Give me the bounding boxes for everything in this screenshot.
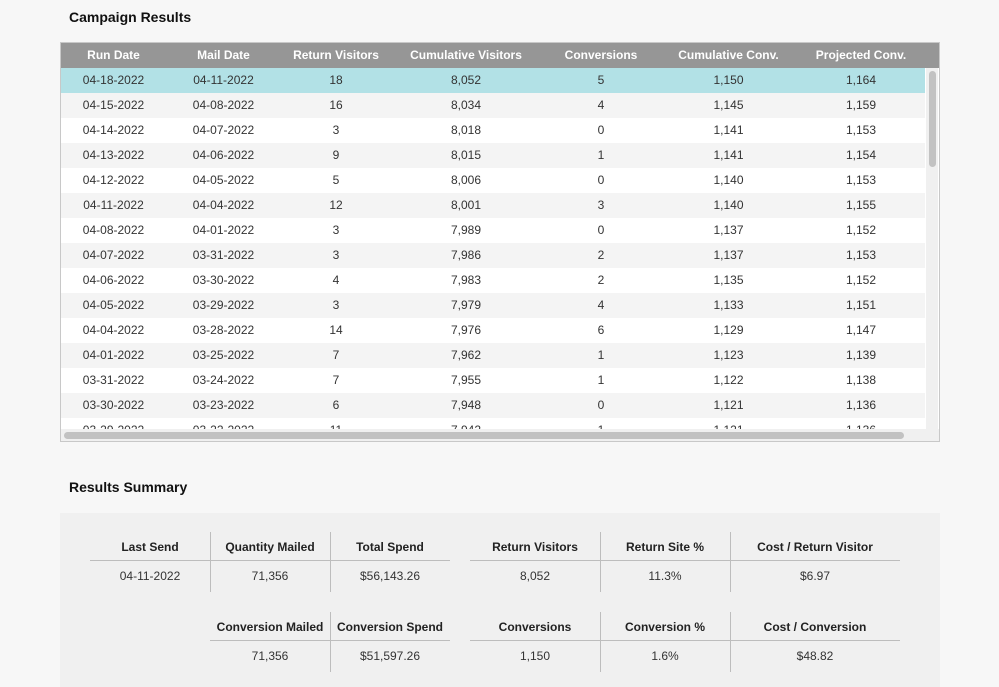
cumulative-conv-cell: 1,145 xyxy=(713,98,744,112)
projected-conv-cell: 1,152 xyxy=(845,223,877,237)
mail-date-cell: 04-01-2022 xyxy=(192,223,255,237)
projected-conv-cell: 1,153 xyxy=(845,248,877,262)
conversion-pct-value: 1.6% xyxy=(651,649,679,663)
conversion-mailed-label: Conversion Mailed xyxy=(216,620,324,634)
mail-date-cell: 03-29-2022 xyxy=(192,298,255,312)
summary-col-divider xyxy=(730,612,731,672)
projected-conv-cell: 1,159 xyxy=(845,98,877,112)
mail-date-cell: 03-23-2022 xyxy=(192,398,255,412)
cumulative-visitors-cell: 8,001 xyxy=(450,198,482,212)
return-visitors-cell: 3 xyxy=(332,248,340,262)
return-visitors-cell: 3 xyxy=(332,223,340,237)
cumulative-conv-cell: 1,140 xyxy=(713,198,744,212)
last-send-label: Last Send xyxy=(121,540,179,554)
table-row[interactable] xyxy=(61,193,925,218)
cumulative-visitors-cell: 7,983 xyxy=(450,273,482,287)
table-row[interactable] xyxy=(61,243,925,268)
conversion-spend-value: $51,597.26 xyxy=(359,649,421,663)
projected-conv-cell: 1,164 xyxy=(845,73,877,87)
campaign-results-grid xyxy=(60,42,940,442)
cumulative-visitors-cell: 8,006 xyxy=(450,173,482,187)
return-visitors-cell: 6 xyxy=(332,398,340,412)
cumulative-conv-cell: 1,121 xyxy=(713,398,744,412)
cumulative-visitors-cell: 7,979 xyxy=(450,298,482,312)
mail-date-cell: 04-07-2022 xyxy=(192,123,255,137)
last-send-value: 04-11-2022 xyxy=(119,569,181,583)
mail-date-cell: 04-06-2022 xyxy=(192,148,255,162)
cumulative-conv-cell: 1,150 xyxy=(713,73,744,87)
projected-conv-cell: 1,151 xyxy=(845,298,877,312)
summary-col-divider xyxy=(730,532,731,592)
vertical-scroll-thumb[interactable] xyxy=(929,71,936,167)
cumulative-conv-cell: 1,137 xyxy=(713,248,744,262)
total-spend-value: $56,143.26 xyxy=(359,569,421,583)
table-row[interactable] xyxy=(61,143,925,168)
cumulative-conv-cell: 1,122 xyxy=(713,373,744,387)
total-spend-label: Total Spend xyxy=(356,540,424,554)
return-visitors-cell: 7 xyxy=(332,348,340,362)
summary-divider xyxy=(90,560,450,561)
mail-date-cell: 04-08-2022 xyxy=(192,98,255,112)
table-row[interactable] xyxy=(61,293,925,318)
projected-conv-cell: 1,138 xyxy=(845,373,877,387)
return-visitors-cell: 9 xyxy=(332,148,340,162)
summary-divider xyxy=(470,560,900,561)
cumulative-visitors-cell: 7,962 xyxy=(450,348,482,362)
run-date-cell: 04-01-2022 xyxy=(82,348,145,362)
results-summary-panel xyxy=(60,513,940,687)
return-visitors-cell: 3 xyxy=(332,298,340,312)
return-visitors-cell: 14 xyxy=(329,323,343,337)
mail-date-cell: 04-05-2022 xyxy=(192,173,255,187)
conversions-cell: 4 xyxy=(597,98,605,112)
mail-date-cell: 04-11-2022 xyxy=(193,73,254,87)
cumulative-visitors-cell: 7,948 xyxy=(450,398,482,412)
conversions-cell: 6 xyxy=(597,323,605,337)
cumulative-visitors-cell: 8,015 xyxy=(450,148,482,162)
mail-date-cell: 03-24-2022 xyxy=(192,373,255,387)
mail-date-cell: 04-04-2022 xyxy=(192,198,255,212)
cumulative-visitors-cell: 7,976 xyxy=(450,323,482,337)
cumulative-conv-cell: 1,137 xyxy=(713,223,744,237)
run-date-cell: 04-13-2022 xyxy=(82,148,145,162)
conversions-cell: 5 xyxy=(597,73,605,87)
table-row[interactable] xyxy=(61,343,925,368)
run-date-cell: 04-12-2022 xyxy=(82,173,145,187)
summary-col-divider xyxy=(600,612,601,672)
return-visitors-label: Return Visitors xyxy=(492,540,578,554)
conversions-cell: 4 xyxy=(597,298,605,312)
run-date-cell: 04-11-2022 xyxy=(83,198,144,212)
conversions-label: Conversions xyxy=(498,620,572,634)
mail-date-cell: 03-25-2022 xyxy=(192,348,255,362)
table-row[interactable] xyxy=(61,268,925,293)
cumulative-visitors-cell: 7,955 xyxy=(450,373,482,387)
summary-divider xyxy=(470,640,900,641)
return-visitors-cell: 18 xyxy=(329,73,343,87)
cumulative-conv-cell: 1,141 xyxy=(713,148,744,162)
conversion-pct-label: Conversion % xyxy=(624,620,705,634)
run-date-cell: 04-18-2022 xyxy=(82,73,145,87)
summary-col-divider xyxy=(210,532,211,592)
column-header-projected-conv[interactable]: Projected Conv. xyxy=(815,48,907,62)
conversions-cell: 3 xyxy=(597,198,605,212)
projected-conv-cell: 1,153 xyxy=(845,173,877,187)
projected-conv-cell: 1,136 xyxy=(845,398,877,412)
column-header-cumulative-visitors[interactable]: Cumulative Visitors xyxy=(410,48,522,62)
return-visitors-cell: 5 xyxy=(332,173,340,187)
projected-conv-cell: 1,154 xyxy=(845,148,877,162)
cost-per-conversion-value: $48.82 xyxy=(796,649,834,663)
projected-conv-cell: 1,155 xyxy=(845,198,877,212)
return-visitors-cell: 7 xyxy=(332,373,340,387)
run-date-cell: 04-04-2022 xyxy=(82,323,145,337)
cumulative-visitors-cell: 7,986 xyxy=(450,248,482,262)
conversions-cell: 0 xyxy=(597,173,605,187)
cumulative-conv-cell: 1,135 xyxy=(713,273,744,287)
mail-date-cell: 03-30-2022 xyxy=(192,273,255,287)
return-visitors-cell: 16 xyxy=(329,98,343,112)
cumulative-conv-cell: 1,141 xyxy=(713,123,744,137)
conversions-cell: 2 xyxy=(597,248,605,262)
conversions-value: 1,150 xyxy=(519,649,551,663)
horizontal-scrollbar[interactable] xyxy=(61,429,939,441)
conversions-cell: 1 xyxy=(597,373,605,387)
run-date-cell: 04-15-2022 xyxy=(82,98,145,112)
conversions-cell: 2 xyxy=(597,273,605,287)
table-row[interactable] xyxy=(61,368,925,393)
cumulative-visitors-cell: 8,034 xyxy=(450,98,482,112)
table-row[interactable] xyxy=(61,218,925,243)
table-row[interactable] xyxy=(61,68,925,93)
conversions-cell: 1 xyxy=(597,148,605,162)
table-row[interactable] xyxy=(61,318,925,343)
conversion-spend-label: Conversion Spend xyxy=(336,620,443,634)
return-visitors-value: 8,052 xyxy=(519,569,551,583)
cost-per-return-label: Cost / Return Visitor xyxy=(757,540,873,554)
campaign-results-title: Campaign Results xyxy=(69,9,192,25)
cost-per-conversion-label: Cost / Conversion xyxy=(763,620,867,634)
table-row[interactable] xyxy=(61,118,925,143)
run-date-cell: 04-06-2022 xyxy=(82,273,145,287)
table-row[interactable] xyxy=(61,393,925,418)
column-header-mail-date[interactable]: Mail Date xyxy=(197,48,250,62)
conversions-cell: 0 xyxy=(597,123,605,137)
table-row[interactable] xyxy=(61,93,925,118)
results-summary-title: Results Summary xyxy=(69,479,188,495)
cumulative-conv-cell: 1,133 xyxy=(713,298,744,312)
summary-col-divider xyxy=(600,532,601,592)
quantity-mailed-value: 71,356 xyxy=(251,569,289,583)
return-visitors-cell: 3 xyxy=(332,123,340,137)
run-date-cell: 04-08-2022 xyxy=(82,223,145,237)
mail-date-cell: 03-28-2022 xyxy=(192,323,255,337)
horizontal-scroll-thumb[interactable] xyxy=(64,432,904,439)
mail-date-cell: 03-31-2022 xyxy=(192,248,255,262)
vertical-scrollbar[interactable] xyxy=(926,68,938,429)
projected-conv-cell: 1,153 xyxy=(845,123,877,137)
return-visitors-cell: 12 xyxy=(329,198,343,212)
conversions-cell: 0 xyxy=(597,398,605,412)
column-header-return-visitors[interactable]: Return Visitors xyxy=(293,48,379,62)
run-date-cell: 04-07-2022 xyxy=(82,248,145,262)
return-site-pct-value: 11.3% xyxy=(648,569,682,583)
return-site-pct-label: Return Site % xyxy=(625,540,704,554)
cumulative-visitors-cell: 8,018 xyxy=(450,123,482,137)
cumulative-conv-cell: 1,123 xyxy=(713,348,744,362)
grid-body[interactable] xyxy=(61,68,925,429)
summary-col-divider xyxy=(330,612,331,672)
quantity-mailed-label: Quantity Mailed xyxy=(225,540,315,554)
column-header-conversions[interactable]: Conversions xyxy=(564,48,638,62)
cumulative-conv-cell: 1,129 xyxy=(713,323,744,337)
column-header-run-date[interactable]: Run Date xyxy=(87,48,140,62)
conversion-mailed-value: 71,356 xyxy=(251,649,289,663)
cumulative-visitors-cell: 8,052 xyxy=(450,73,482,87)
projected-conv-cell: 1,139 xyxy=(845,348,877,362)
cumulative-conv-cell: 1,140 xyxy=(713,173,744,187)
projected-conv-cell: 1,147 xyxy=(845,323,877,337)
run-date-cell: 03-31-2022 xyxy=(82,373,145,387)
summary-col-divider xyxy=(330,532,331,592)
return-visitors-cell: 4 xyxy=(332,273,340,287)
cumulative-visitors-cell: 7,989 xyxy=(450,223,482,237)
projected-conv-cell: 1,152 xyxy=(845,273,877,287)
run-date-cell: 03-30-2022 xyxy=(82,398,145,412)
run-date-cell: 04-05-2022 xyxy=(82,298,145,312)
grid-header xyxy=(61,43,939,68)
column-header-cumulative-conv[interactable]: Cumulative Conv. xyxy=(678,48,779,62)
cost-per-return-value: $6.97 xyxy=(799,569,831,583)
conversions-cell: 0 xyxy=(597,223,605,237)
run-date-cell: 04-14-2022 xyxy=(82,123,145,137)
table-row[interactable] xyxy=(61,168,925,193)
conversions-cell: 1 xyxy=(597,348,605,362)
